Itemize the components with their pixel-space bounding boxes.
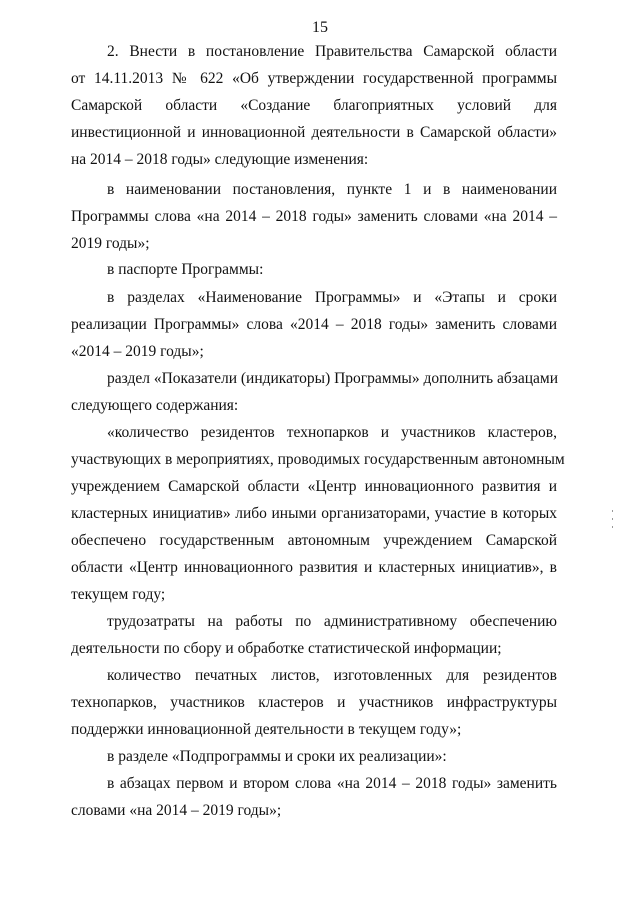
text-line: 2. Внести в постановление Правительства Самарской области	[107, 43, 557, 60]
text-line: раздел «Показатели (индикаторы) Программы» дополнить абзацами	[107, 370, 559, 387]
text-line: в абзацах первом и втором слова «на 2014 – 2018 годы» заменить	[107, 775, 557, 792]
text-line: «количество резидентов технопарков и участников кластеров,	[107, 424, 557, 441]
text-line: количество печатных листов, изготовленных для резидентов	[107, 667, 557, 684]
text-line: 2019 годы»;	[71, 235, 150, 252]
text-line: реализации Программы» слова «2014 – 2018 годы» заменить словами	[71, 316, 557, 333]
text-line: Программы слова «на 2014 – 2018 годы» заменить словами «на 2014 –	[71, 208, 557, 225]
text-line: Самарской области «Создание благоприятных условий для	[71, 97, 557, 114]
text-line: технопарков, участников кластеров и участников инфраструктуры	[71, 694, 557, 711]
margin-scan-marks	[611, 510, 615, 534]
text-line: обеспечено государственным автономным учреждением Самарской	[71, 532, 557, 549]
text-line: в разделах «Наименование Программы» и «Этапы и сроки	[107, 289, 557, 306]
text-line: области «Центр инновационного развития и кластерных инициатив», в	[71, 559, 557, 576]
text-line: в паспорте Программы:	[107, 261, 264, 278]
text-line: участвующих в мероприятиях, проводимых государственным автономным	[71, 451, 565, 468]
text-line: «2014 – 2019 годы»;	[71, 343, 204, 360]
page-number: 15	[312, 19, 328, 36]
text-line: от 14.11.2013 № 622 «Об утверждении государственной программы	[71, 70, 557, 87]
text-line: в наименовании постановления, пункте 1 и в наименовании	[107, 181, 557, 198]
text-line: инвестиционной и инновационной деятельности в Самарской области»	[71, 124, 557, 141]
text-line: кластерных инициатив» либо иными организаторами, участие в которых	[71, 505, 557, 522]
text-line: текущем году;	[71, 586, 166, 603]
text-line: на 2014 – 2018 годы» следующие изменения:	[71, 151, 369, 168]
text-line: деятельности по сбору и обработке статистической информации;	[71, 640, 502, 657]
text-line: словами «на 2014 – 2019 годы»;	[71, 802, 282, 819]
text-line: следующего содержания:	[71, 397, 239, 414]
text-line: в разделе «Подпрограммы и сроки их реализации»:	[107, 748, 447, 765]
text-line: учреждением Самарской области «Центр инновационного развития и	[71, 478, 557, 495]
text-line: трудозатраты на работы по административному обеспечению	[107, 613, 557, 630]
text-line: поддержки инновационной деятельности в текущем году»;	[71, 721, 462, 738]
